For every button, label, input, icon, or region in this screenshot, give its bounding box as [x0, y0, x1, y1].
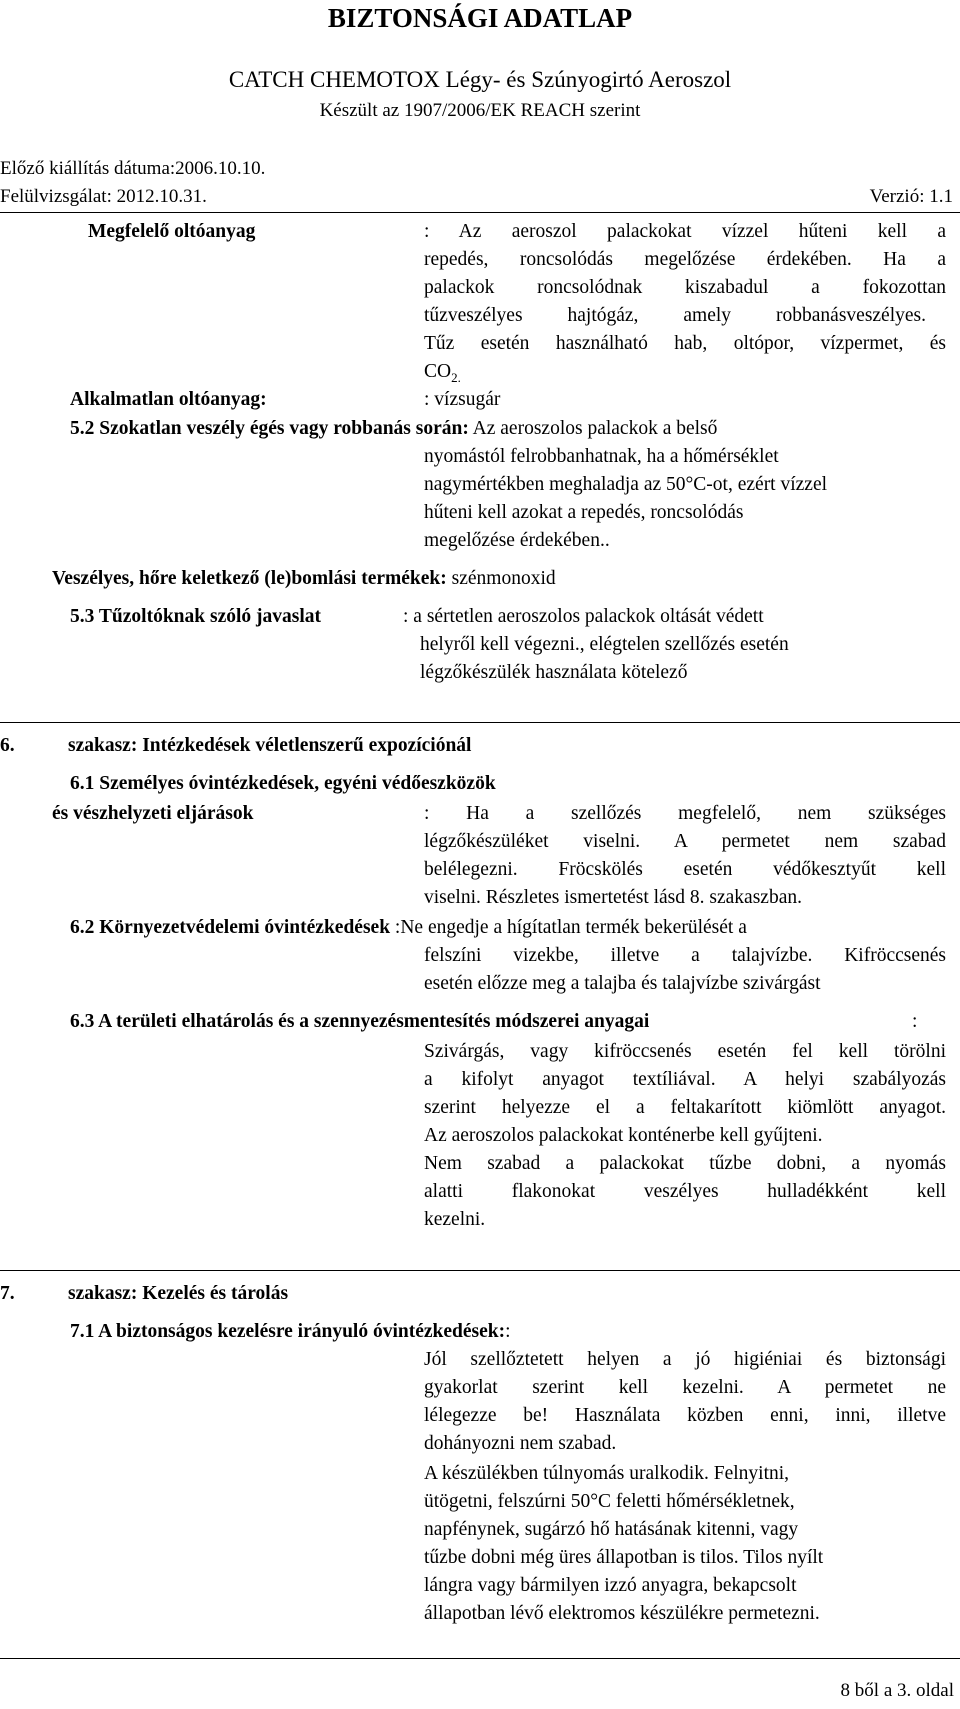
containment-methods-label: 6.3 A területi elhatárolás és a szennyezésmentesítés módszerei anyagai [70, 1011, 650, 1032]
safe-handling-line: lélegezze be! Használata közben enni, inni, illetve [424, 1405, 946, 1426]
safe-handling-line: állapotban lévő elektromos készülékre permetezni. [424, 1603, 820, 1624]
page-number: 8 ből a 3. oldal [840, 1680, 954, 1701]
special-hazard-line: hűteni kell azokat a repedés, roncsolódás [424, 502, 744, 523]
containment-methods-line: Az aeroszolos palackokat konténerbe kell gyűjteni. [424, 1125, 823, 1146]
extinguishing-agent-co2: $CO_{2.}$ [424, 361, 461, 385]
decomposition-products: Veszélyes, hőre keletkező (le)bomlási termékek: szénmonoxid [52, 568, 556, 589]
safe-handling-label: 7.1 A biztonságos kezelésre irányuló óvintézkedések: [70, 1321, 506, 1342]
footer-divider [0, 1658, 960, 1659]
environmental-precautions-line: felszíni vizekbe, illetve a talajvízbe. Kifröccsenés [424, 945, 946, 966]
special-hazard-line: megelőzése érdekében.. [424, 530, 610, 551]
personal-precautions-line: : Ha a szellőzés megfelelő, nem szükséges [424, 803, 946, 824]
decomposition-label: Veszélyes, hőre keletkező (le)bomlási termékek: [52, 568, 447, 589]
extinguishing-agent-line: : Az aeroszol palackokat vízzel hűteni kell a [424, 221, 946, 242]
special-hazard-label: 5.2 Szokatlan veszély égés vagy robbanás során: [70, 418, 469, 439]
environmental-precautions-first-line: 6.2 Környezetvédelemi óvintézkedések :Ne engedje a hígítatlan termék bekerülését a [70, 917, 747, 938]
section-6-title: szakasz: Intézkedések véletlenszerű expozíciónál [68, 735, 472, 756]
safe-handling-line: tűzbe dobni még üres állapotban is tilos. Tilos nyílt [424, 1547, 824, 1568]
section-7-title: szakasz: Kezelés és tárolás [68, 1283, 289, 1304]
firefighter-advice-line: légzőkészülék használata kötelező [420, 662, 688, 683]
extinguishing-agent-line: repedés, roncsolódás megelőzése érdekében. Ha a [424, 249, 946, 270]
personal-precautions-line: légzőkészüléket viselni. A permetet nem szabad [424, 831, 946, 852]
regulation-note: Készült az 1907/2006/EK REACH szerint [319, 100, 641, 121]
safe-handling-line: A készülékben túlnyomás uralkodik. Felnyitni, [424, 1463, 790, 1484]
safe-handling-label-line: 7.1 A biztonságos kezelésre irányuló óvintézkedések:: [70, 1321, 511, 1342]
containment-methods-line: szerint helyezze el a feltakarított kiömlött anyagot. [424, 1097, 946, 1118]
safe-handling-line: gyakorlat szerint kell kezelni. A permetet ne [424, 1377, 946, 1398]
extinguishing-agent-line: palackok roncsolódnak kiszabadul a fokozottan [424, 277, 946, 298]
containment-methods-line: Szivárgás, vagy kifröccsenés esetén fel kell törölni [424, 1041, 946, 1062]
special-hazard-first-line: 5.2 Szokatlan veszély égés vagy robbanás során: Az aeroszolos palackok a belső [70, 418, 718, 439]
product-name: CATCH CHEMOTOX Légy- és Szúnyogirtó Aeroszol [228, 67, 732, 92]
containment-methods-line: alatti flakonokat veszélyes hulladékként kell [424, 1181, 946, 1202]
extinguishing-agent-line: Tűz esetén használható hab, oltópor, vízpermet, és [424, 333, 946, 354]
personal-precautions-line: belélegezni. Fröcskölés esetén védőkesztyűt kell [424, 859, 946, 880]
containment-methods-line: a kifolyt anyagot textíliával. A helyi szabályozás [424, 1069, 946, 1090]
previous-issue-date: Előző kiállítás dátuma:2006.10.10. [0, 158, 266, 179]
unsuitable-agent-value: : vízsugár [424, 389, 501, 410]
safe-handling-line: dohányozni nem szabad. [424, 1433, 617, 1454]
special-hazard-line: nagymértékben meghaladja az 50°C-ot, ezért vízzel [424, 474, 828, 495]
section-7-number: 7. [0, 1283, 15, 1304]
containment-methods-colon: : [912, 1011, 918, 1032]
section-7-divider [0, 1270, 960, 1271]
containment-methods-line: Nem szabad a palackokat tűzbe dobni, a nyomás [424, 1153, 946, 1174]
header-divider [0, 212, 960, 213]
personal-precautions-line: viselni. Részletes ismertetést lásd 8. szakaszban. [424, 887, 802, 908]
environmental-precautions-line: esetén előzze meg a talajba és talajvízbe szivárgást [424, 973, 821, 994]
safe-handling-line: Jól szellőztetett helyen a jó higiéniai és biztonsági [424, 1349, 946, 1370]
containment-methods-line: kezelni. [424, 1209, 486, 1230]
firefighter-advice-label: 5.3 Tűzoltóknak szóló javaslat [70, 606, 322, 627]
revision-date: Felülvizsgálat: 2012.10.31. [0, 186, 207, 207]
personal-precautions-label: 6.1 Személyes óvintézkedések, egyéni védőeszközök [70, 773, 496, 794]
safe-handling-line: ütögetni, felszúrni 50°C feletti hőmérsékletnek, [424, 1491, 795, 1512]
firefighter-advice-line: : a sértetlen aeroszolos palackok oltását védett [403, 606, 764, 627]
safe-handling-line: lángra vagy bármilyen izzó anyagra, bekapcsolt [424, 1575, 797, 1596]
document-title: BIZTONSÁGI ADATLAP [327, 3, 633, 33]
section-6-number: 6. [0, 735, 15, 756]
version-label: Verzió: 1.1 [869, 186, 953, 207]
emergency-procedures-label: és vészhelyzeti eljárások [52, 803, 254, 824]
unsuitable-agent-label: Alkalmatlan oltóanyag: [70, 389, 267, 410]
special-hazard-line: nyomástól felrobbanhatnak, ha a hőmérséklet [424, 446, 779, 467]
section-6-divider [0, 722, 960, 723]
firefighter-advice-line: helyről kell végezni., elégtelen szellőzés esetén [420, 634, 789, 655]
extinguishing-agent-line: tűzveszélyes hajtógáz, amely robbanásveszélyes. [424, 305, 926, 326]
extinguishing-agent-label: Megfelelő oltóanyag [88, 221, 256, 242]
safe-handling-line: napfénynek, sugárzó hő hatásának kitenni, vagy [424, 1519, 799, 1540]
environmental-precautions-label: 6.2 Környezetvédelemi óvintézkedések [70, 917, 391, 938]
